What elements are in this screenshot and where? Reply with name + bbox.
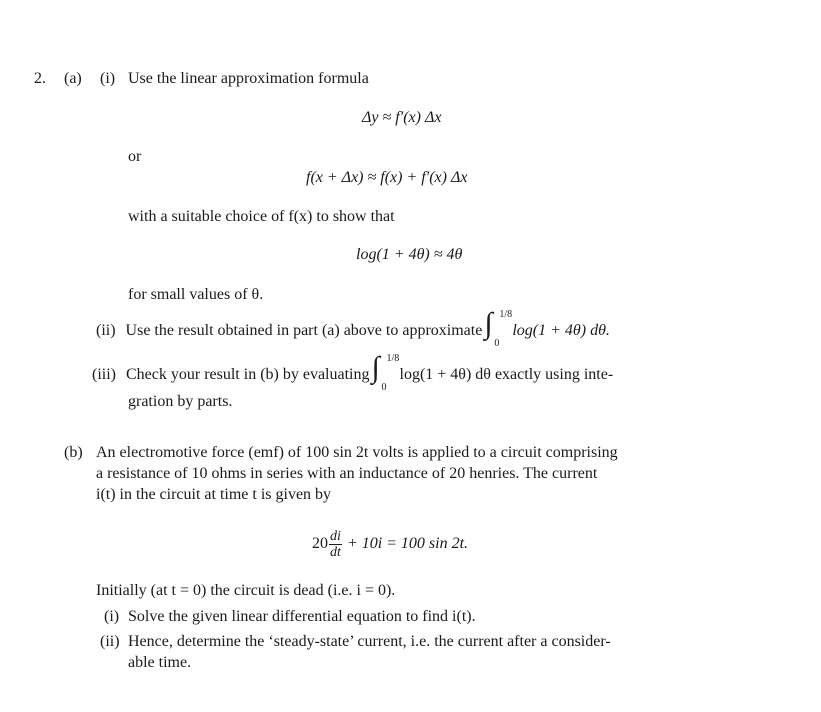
part-b-label: (b) (64, 444, 83, 461)
part-b-ii-text: Hence, determine the ‘steady-state’ current, i.e. the current after a consider- (128, 633, 611, 650)
part-a-label: (a) (64, 70, 82, 87)
part-b-line2: a resistance of 10 ohms in series with an inductance of 20 henries. The current (96, 465, 598, 482)
part-a-ii-text: Use the result obtained in part (a) above to approximate (125, 322, 483, 339)
formula-log-approx: log(1 + 4θ) ≈ 4θ (356, 246, 463, 263)
formula-linear-approx: Δy ≈ f′(x) Δx (362, 109, 442, 126)
integral-sign: ∫ 1/8 0 (484, 307, 513, 349)
formula-linear-approx-alt: f(x + Δx) ≈ f(x) + f′(x) Δx (306, 169, 468, 186)
eq-numerator: di (330, 528, 341, 544)
part-a-iii (92, 351, 614, 395)
eq-denominator: dt (330, 544, 341, 560)
integral-lower-limit: 0 (381, 382, 387, 393)
part-b-i-text: Solve the given linear differential equation to find i(t). (128, 608, 476, 625)
part-a-iii-line2: gration by parts. (128, 393, 233, 410)
small-values-text: for small values of θ. (128, 286, 264, 303)
part-a-iii-label: (iii) (92, 366, 116, 383)
part-a-i-label: (i) (100, 70, 116, 87)
integral-upper-limit: 1/8 (499, 309, 513, 320)
eq-rest: + 10i = 100 sin 2t. (346, 535, 469, 552)
part-a-iii-text-after: log(1 + 4θ) dθ exactly using inte- (399, 366, 614, 383)
part-a-iii-text: Check your result in (b) by evaluating (126, 366, 370, 383)
differential-equation (312, 524, 468, 564)
integral-sign: ∫ 1/8 0 (371, 351, 400, 393)
part-a-ii (96, 307, 610, 351)
part-b-line3: i(t) in the circuit at time t is given by (96, 486, 332, 503)
derivative-fraction (329, 529, 342, 560)
or-text: or (128, 148, 142, 165)
part-a-ii-integrand: log(1 + 4θ) dθ. (512, 322, 610, 339)
part-a-ii-label: (ii) (96, 322, 116, 339)
part-a-i-intro: Use the linear approximation formula (128, 70, 369, 87)
eq-coefficient: 20 (312, 535, 328, 552)
choice-text: with a suitable choice of f(x) to show that (128, 208, 395, 225)
part-b-i-label: (i) (104, 608, 120, 625)
question-number: 2. (34, 70, 46, 87)
integral-upper-limit: 1/8 (386, 353, 400, 364)
part-b-ii-label: (ii) (100, 633, 120, 650)
part-b-line1: An electromotive force (emf) of 100 sin 2t volts is applied to a circuit comprising (96, 444, 618, 461)
part-b-ii-text-line2: able time. (128, 654, 192, 671)
initial-condition-text: Initially (at t = 0) the circuit is dead (i.e. i = 0). (96, 582, 396, 599)
integral-lower-limit: 0 (494, 338, 500, 349)
